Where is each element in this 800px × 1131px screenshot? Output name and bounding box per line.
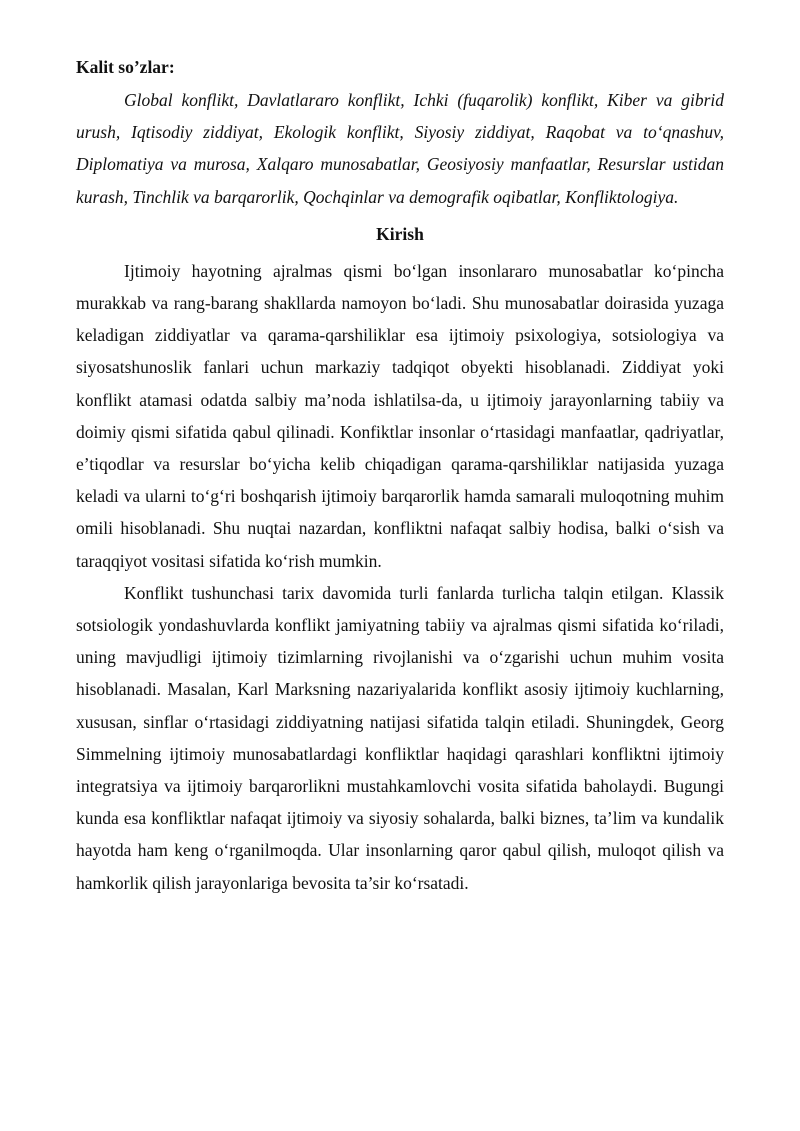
keywords-heading: Kalit so’zlar: xyxy=(76,57,175,77)
paragraph-1: Ijtimoiy hayotning ajralmas qismi bo‘lgan insonlararo munosabatlar ko‘pincha murakkab va rang-barang shakllarda namoyon bo‘ladi. Shu munosabatlar doirasida yuzaga keladigan ziddiyatlar va qarama-qarshiliklar esa ijtimoiy psixologiya, sotsiologiya va siyosatshunoslik fanlari uchun markaziy tadqiqot obyekti hisoblanadi. Ziddiyat yoki konflikt atamasi odatda salbiy ma’noda ishlatilsa-da, u ijtimoiy jarayonlarning tabiiy va doimiy qismi sifatida qabul qilinadi. Konfiktlar insonlar o‘rtasidagi manfaatlar, qadriyatlar, e’tiqodlar va resurslar bo‘yicha kelib chiqadigan qarama-qarshiliklar natijasida yuzaga keladi va ularni to‘g‘ri boshqarish ijtimoiy barqarorlik hamda samarali muloqotning muhim omili hisoblanadi. Shu nuqtai nazardan, konfliktni nafaqat salbiy hodisa, balki o‘sish va taraqqiyot vositasi sifatida ko‘rish mumkin. xyxy=(76,260,724,571)
paragraph-2: Konflikt tushunchasi tarix davomida turli fanlarda turlicha talqin etilgan. Klassik sotsiologik yondashuvlarda konflikt jamiyatning tabiiy va ajralmas qismi sifatida ko‘riladi, uning mavjudligi ijtimoiy tizimlarning rivojlanishi va o‘zgarishi uchun muhim vosita hisoblanadi. Masalan, Karl Marksning nazariyalarida konflikt asosiy ijtimoiy kuchlarning, xususan, sinflar o‘rtasidagi ziddiyatning natijasi sifatida talqin etiladi. Shuningdek, Georg Simmelning ijtimoiy munosabatlardagi konfliktlar haqidagi qarashlari konfliktni ijtimoiy integratsiya va ijtimoiy barqarorlikni mustahkamlovchi vosita sifatida baholaydi. Bugungi kunda esa konfliktlar nafaqat ijtimoiy va siyosiy sohalarda, balki biznes, ta’lim va kundalik hayotda ham keng o‘rganilmoqda. Ular insonlarning qaror qabul qilish, muloqot qilish va hamkorlik qilish jarayonlariga bevosita ta’sir ko‘rsatadi. xyxy=(76,582,724,893)
keywords-text: Global konflikt, Davlatlararo konflikt, Ichki (fuqarolik) konflikt, Kiber va gibrid urush, Iqtisodiy ziddiyat, Ekologik konflikt, Siyosiy ziddiyat, Raqobat va to‘qnashuv, Diplomatiya va murosa, Xalqaro munosabatlar, Geosiyosiy manfaatlar, Resurslar ustidan kurash, Tinchlik va barqarorlik, Qochqinlar va demografik oqibatlar, Konfliktologiya. xyxy=(76,90,724,207)
section-title: Kirish xyxy=(376,223,424,244)
document-page xyxy=(76,56,724,899)
